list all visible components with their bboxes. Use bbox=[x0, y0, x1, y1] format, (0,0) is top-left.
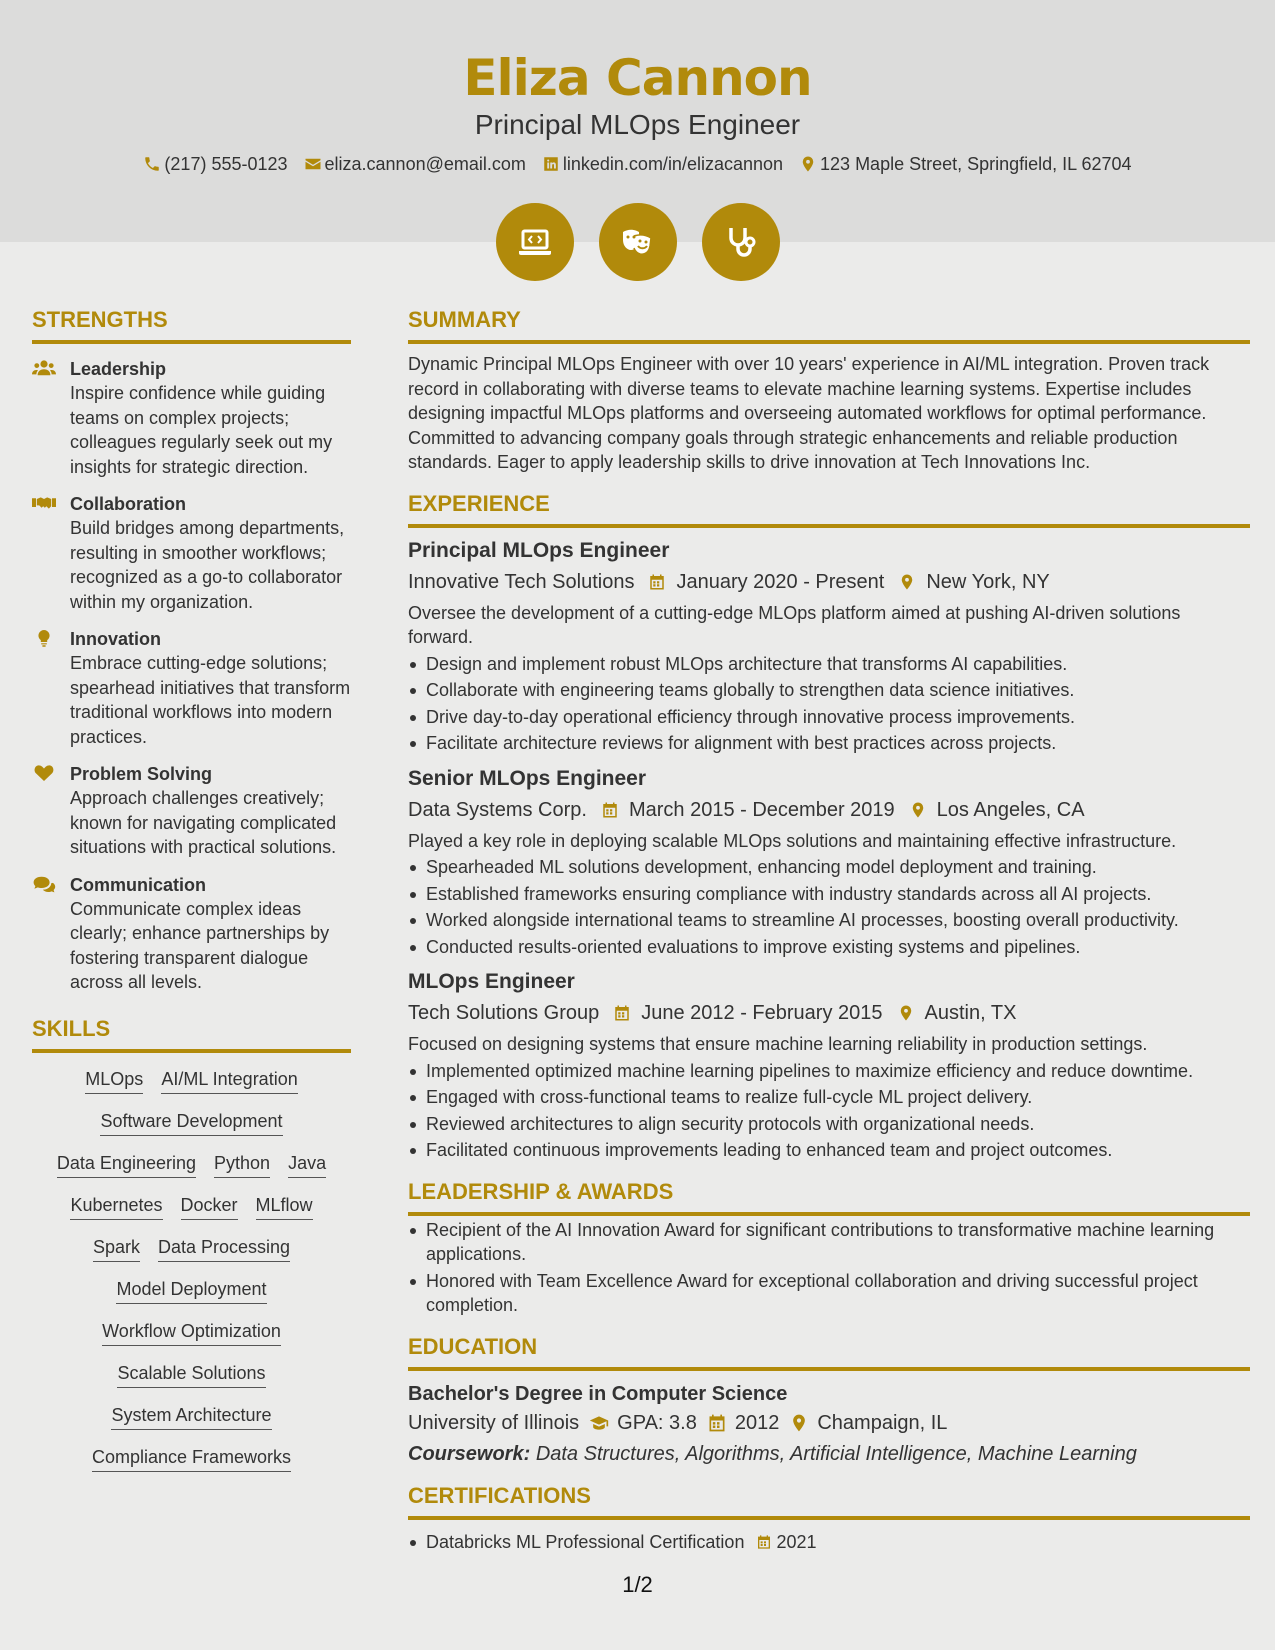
education-gpa: GPA: 3.8 bbox=[617, 1411, 697, 1434]
job-bullet: Reviewed architectures to align security protocols with organizational needs. bbox=[408, 1112, 1250, 1137]
job-bullet: Design and implement robust MLOps architecture that transforms AI capabilities. bbox=[408, 652, 1250, 677]
job-bullets bbox=[408, 652, 1250, 756]
skill-row bbox=[32, 1235, 351, 1262]
linkedin-icon bbox=[542, 155, 560, 173]
job-bullets bbox=[408, 1059, 1250, 1163]
certification-name: Databricks ML Professional Certification bbox=[426, 1531, 745, 1552]
right-column bbox=[408, 306, 1250, 1556]
strength-desc: Build bridges among departments, resulting in smoother workflows; recognized as a go-to collaborator within my organization. bbox=[70, 518, 345, 612]
strength-desc: Communicate complex ideas clearly; enhance partnerships by fostering transparent dialogue across all levels. bbox=[70, 898, 330, 992]
education-location: Champaign, IL bbox=[817, 1411, 948, 1434]
strength-name: Communication bbox=[70, 874, 207, 895]
skill-tag: AI/ML Integration bbox=[161, 1067, 297, 1094]
skill-row bbox=[32, 1067, 351, 1094]
job-bullet: Engaged with cross-functional teams to realize full-cycle ML project delivery. bbox=[408, 1085, 1250, 1110]
skill-row bbox=[32, 1193, 351, 1220]
phone-text: (217) 555-0123 bbox=[164, 154, 288, 174]
job-entry bbox=[408, 766, 1250, 960]
certification-year: 2021 bbox=[776, 1531, 817, 1552]
job-company: Data Systems Corp. bbox=[408, 798, 587, 821]
education-degree: Bachelor's Degree in Computer Science bbox=[408, 1382, 788, 1405]
job-entry bbox=[408, 969, 1250, 1163]
skill-row bbox=[32, 1151, 351, 1178]
map-marker-icon bbox=[909, 800, 927, 820]
summary-text: Dynamic Principal MLOps Engineer with over 10 years' experience in AI/ML integration. Proven track record in collaborating with diverse teams to elevate machine learning systems. Expertise includes designing impactful MLOps platforms and overseeing automated workflows for optimal performance. Committed to advancing company goals through strategic enhancements and reliable production standards. Eager to apply leadership skills to drive innovation at Tech Innovations Inc. bbox=[408, 354, 1210, 472]
skill-tag: Scalable Solutions bbox=[117, 1361, 265, 1388]
contact-address bbox=[799, 152, 1132, 176]
job-bullet: Conducted results-oriented evaluations to improve existing systems and pipelines. bbox=[408, 935, 1250, 960]
skill-tag: Data Processing bbox=[158, 1235, 290, 1262]
skills-heading: SKILLS bbox=[32, 1015, 351, 1053]
page-number: 1/2 bbox=[622, 1572, 653, 1597]
skill-tag: Software Development bbox=[100, 1109, 282, 1136]
jobs-list bbox=[408, 538, 1250, 1163]
strength-body bbox=[70, 873, 351, 995]
map-marker-icon bbox=[799, 155, 817, 173]
education-heading: EDUCATION bbox=[408, 1333, 1250, 1371]
experience-heading: EXPERIENCE bbox=[408, 490, 1250, 528]
lightbulb-icon bbox=[32, 627, 70, 749]
job-dates: March 2015 - December 2019 bbox=[628, 798, 895, 821]
calendar-icon bbox=[756, 1533, 772, 1551]
award-item: Honored with Team Excellence Award for exceptional collaboration and driving successful project completion. bbox=[408, 1269, 1250, 1318]
job-dates: June 2012 - February 2015 bbox=[641, 1002, 883, 1024]
job-bullet: Facilitate architecture reviews for alignment with best practices across projects. bbox=[408, 731, 1250, 756]
job-meta bbox=[408, 797, 1250, 823]
email-text[interactable]: eliza.cannon@email.com bbox=[324, 154, 526, 174]
job-location: Austin, TX bbox=[924, 1002, 1017, 1024]
calendar-icon bbox=[648, 572, 666, 592]
job-meta bbox=[408, 1000, 1250, 1026]
skill-tag: MLflow bbox=[256, 1193, 313, 1220]
skill-tag: Model Deployment bbox=[116, 1277, 266, 1304]
map-marker-icon bbox=[789, 1413, 809, 1433]
graduation-cap-icon bbox=[589, 1413, 609, 1433]
strength-body bbox=[70, 762, 351, 860]
certification-item bbox=[408, 1530, 1250, 1555]
phone-icon bbox=[143, 155, 161, 173]
linkedin-text[interactable]: linkedin.com/in/elizacannon bbox=[562, 154, 784, 174]
job-description: Played a key role in deploying scalable MLOps solutions and maintaining effective infrastructure. bbox=[408, 830, 1177, 851]
award-item: Recipient of the AI Innovation Award for significant contributions to transformative machine learning applications. bbox=[408, 1218, 1250, 1267]
strength-item bbox=[32, 762, 351, 860]
awards-heading: LEADERSHIP & AWARDS bbox=[408, 1178, 1250, 1216]
strength-desc: Approach challenges creatively; known for navigating complicated situations with practical solutions. bbox=[70, 788, 337, 857]
job-role: Senior MLOps Engineer bbox=[408, 766, 647, 790]
strength-desc: Inspire confidence while guiding teams on complex projects; colleagues regularly seek out my insights for strategic direction. bbox=[70, 383, 333, 477]
job-bullet: Established frameworks ensuring compliance with industry standards across all AI projects. bbox=[408, 882, 1250, 907]
coursework bbox=[408, 1441, 1250, 1467]
job-bullet: Spearheaded ML solutions development, enhancing model deployment and training. bbox=[408, 855, 1250, 880]
skill-tag: Workflow Optimization bbox=[102, 1319, 281, 1346]
skill-tag: Kubernetes bbox=[70, 1193, 162, 1220]
strength-item bbox=[32, 357, 351, 479]
job-bullet: Facilitated continuous improvements leading to enhanced team and project outcomes. bbox=[408, 1138, 1250, 1163]
skill-tag: System Architecture bbox=[111, 1403, 271, 1430]
job-description: Oversee the development of a cutting-edge MLOps platform aimed at pushing AI-driven solutions forward. bbox=[408, 602, 1181, 647]
contact-bar bbox=[0, 152, 1275, 176]
strength-desc: Embrace cutting-edge solutions; spearhead initiatives that transform traditional workflows into modern practices. bbox=[70, 653, 351, 747]
strength-body bbox=[70, 627, 351, 749]
map-marker-icon bbox=[898, 572, 916, 592]
strengths-heading: STRENGTHS bbox=[32, 306, 351, 344]
comments-icon bbox=[32, 873, 70, 995]
skill-row bbox=[32, 1109, 351, 1136]
strength-body bbox=[70, 357, 351, 479]
strength-name: Problem Solving bbox=[70, 764, 213, 784]
job-description: Focused on designing systems that ensure machine learning reliability in production settings. bbox=[408, 1034, 1148, 1054]
certifications-list bbox=[408, 1530, 1250, 1555]
education-meta bbox=[408, 1410, 1250, 1436]
map-marker-icon bbox=[897, 1003, 915, 1023]
strength-item bbox=[32, 492, 351, 614]
job-role: MLOps Engineer bbox=[408, 970, 575, 993]
header-band bbox=[0, 0, 1275, 242]
skill-tag: Data Engineering bbox=[57, 1151, 196, 1178]
job-role: Principal MLOps Engineer bbox=[408, 538, 670, 562]
calendar-icon bbox=[601, 800, 619, 820]
envelope-icon bbox=[304, 155, 322, 173]
theater-masks-icon bbox=[618, 222, 658, 262]
skill-row bbox=[32, 1277, 351, 1304]
skill-tag: Python bbox=[214, 1151, 270, 1178]
skill-tag: Compliance Frameworks bbox=[92, 1445, 291, 1472]
job-bullet: Collaborate with engineering teams globally to strengthen data science initiatives. bbox=[408, 678, 1250, 703]
stethoscope-badge bbox=[702, 203, 780, 281]
candidate-name: Eliza Cannon bbox=[463, 49, 812, 107]
job-company: Tech Solutions Group bbox=[408, 1002, 600, 1024]
contact-phone bbox=[143, 152, 287, 176]
theater-masks-badge bbox=[599, 203, 677, 281]
stethoscope-icon bbox=[721, 222, 761, 262]
skill-row bbox=[32, 1403, 351, 1430]
skill-row bbox=[32, 1445, 351, 1472]
skill-row bbox=[32, 1361, 351, 1388]
skill-tag: Java bbox=[288, 1151, 326, 1178]
job-meta bbox=[408, 569, 1250, 595]
summary-heading: SUMMARY bbox=[408, 306, 1250, 344]
job-bullets bbox=[408, 855, 1250, 959]
contact-email[interactable] bbox=[304, 152, 526, 176]
job-entry bbox=[408, 538, 1250, 756]
job-location: Los Angeles, CA bbox=[936, 798, 1085, 821]
skill-tag: MLOps bbox=[85, 1067, 143, 1094]
awards-list bbox=[408, 1218, 1250, 1318]
job-bullet: Drive day-to-day operational efficiency through innovative process improvements. bbox=[408, 705, 1250, 730]
job-bullet: Worked alongside international teams to streamline AI processes, boosting overall productivity. bbox=[408, 908, 1250, 933]
coursework-text: Data Structures, Algorithms, Artificial Intelligence, Machine Learning bbox=[535, 1442, 1137, 1465]
education-school: University of Illinois bbox=[408, 1411, 580, 1434]
strength-name: Collaboration bbox=[70, 494, 186, 514]
hobby-icons-row bbox=[0, 203, 1275, 281]
laptop-code-icon bbox=[515, 222, 555, 262]
skill-row bbox=[32, 1319, 351, 1346]
left-column bbox=[32, 306, 351, 1487]
skill-tag: Spark bbox=[93, 1235, 140, 1262]
skills-list bbox=[32, 1067, 351, 1472]
heart-icon bbox=[32, 762, 70, 860]
calendar-icon bbox=[707, 1413, 727, 1433]
contact-linkedin[interactable] bbox=[542, 152, 783, 176]
education-year: 2012 bbox=[734, 1411, 780, 1434]
strength-name: Leadership bbox=[70, 359, 167, 379]
handshake-icon bbox=[32, 492, 70, 614]
job-company: Innovative Tech Solutions bbox=[408, 570, 635, 593]
candidate-title: Principal MLOps Engineer bbox=[474, 109, 801, 140]
users-icon bbox=[32, 357, 70, 479]
job-dates: January 2020 - Present bbox=[676, 570, 885, 593]
certifications-heading: CERTIFICATIONS bbox=[408, 1482, 1250, 1520]
skill-tag: Docker bbox=[181, 1193, 238, 1220]
strength-item bbox=[32, 627, 351, 749]
laptop-code-badge bbox=[496, 203, 574, 281]
coursework-label: Coursework: bbox=[408, 1442, 531, 1465]
strengths-list bbox=[32, 357, 351, 995]
strength-name: Innovation bbox=[70, 629, 161, 649]
calendar-icon bbox=[613, 1003, 631, 1023]
strength-item bbox=[32, 873, 351, 995]
strength-body bbox=[70, 492, 351, 614]
job-location: New York, NY bbox=[926, 570, 1050, 593]
address-text: 123 Maple Street, Springfield, IL 62704 bbox=[820, 154, 1132, 174]
job-bullet: Implemented optimized machine learning pipelines to maximize efficiency and reduce downtime. bbox=[408, 1059, 1250, 1084]
